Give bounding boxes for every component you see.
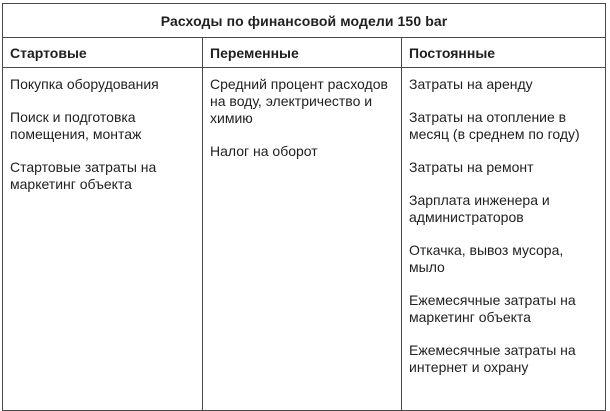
list-item: Зарплата инженера и администраторов	[409, 192, 550, 225]
list-item: Затраты на аренду	[409, 76, 533, 92]
list-item: Ежемесячные затраты на интернет и охрану	[409, 342, 576, 375]
list-item: Стартовые затраты на маркетинг объекта	[10, 159, 157, 192]
title-row	[3, 4, 606, 38]
header-row	[3, 38, 606, 68]
table-title: Расходы по финансовой модели 150 bar	[3, 4, 606, 38]
list-item: Ежемесячные затраты на маркетинг объекта	[409, 292, 576, 325]
list-item: Налог на оборот	[210, 143, 318, 159]
column-fixed	[402, 68, 606, 411]
list-item: Средний процент расходов на воду, электричество и химию	[210, 76, 388, 126]
column-variable	[203, 68, 402, 411]
column-header-startup: Стартовые	[3, 38, 203, 68]
list-item: Покупка оборудования	[10, 76, 159, 92]
list-item: Откачка, вывоз мусора, мыло	[409, 242, 564, 275]
expenses-table-container	[2, 3, 607, 408]
expenses-table	[2, 3, 606, 411]
column-header-fixed: Постоянные	[402, 38, 606, 68]
column-header-variable: Переменные	[203, 38, 402, 68]
list-item: Затраты на ремонт	[409, 159, 534, 175]
column-startup	[3, 68, 203, 411]
list-item: Поиск и подготовка помещения, монтаж	[10, 109, 142, 142]
body-row	[3, 68, 606, 411]
list-item: Затраты на отопление в месяц (в среднем по году)	[409, 109, 580, 142]
